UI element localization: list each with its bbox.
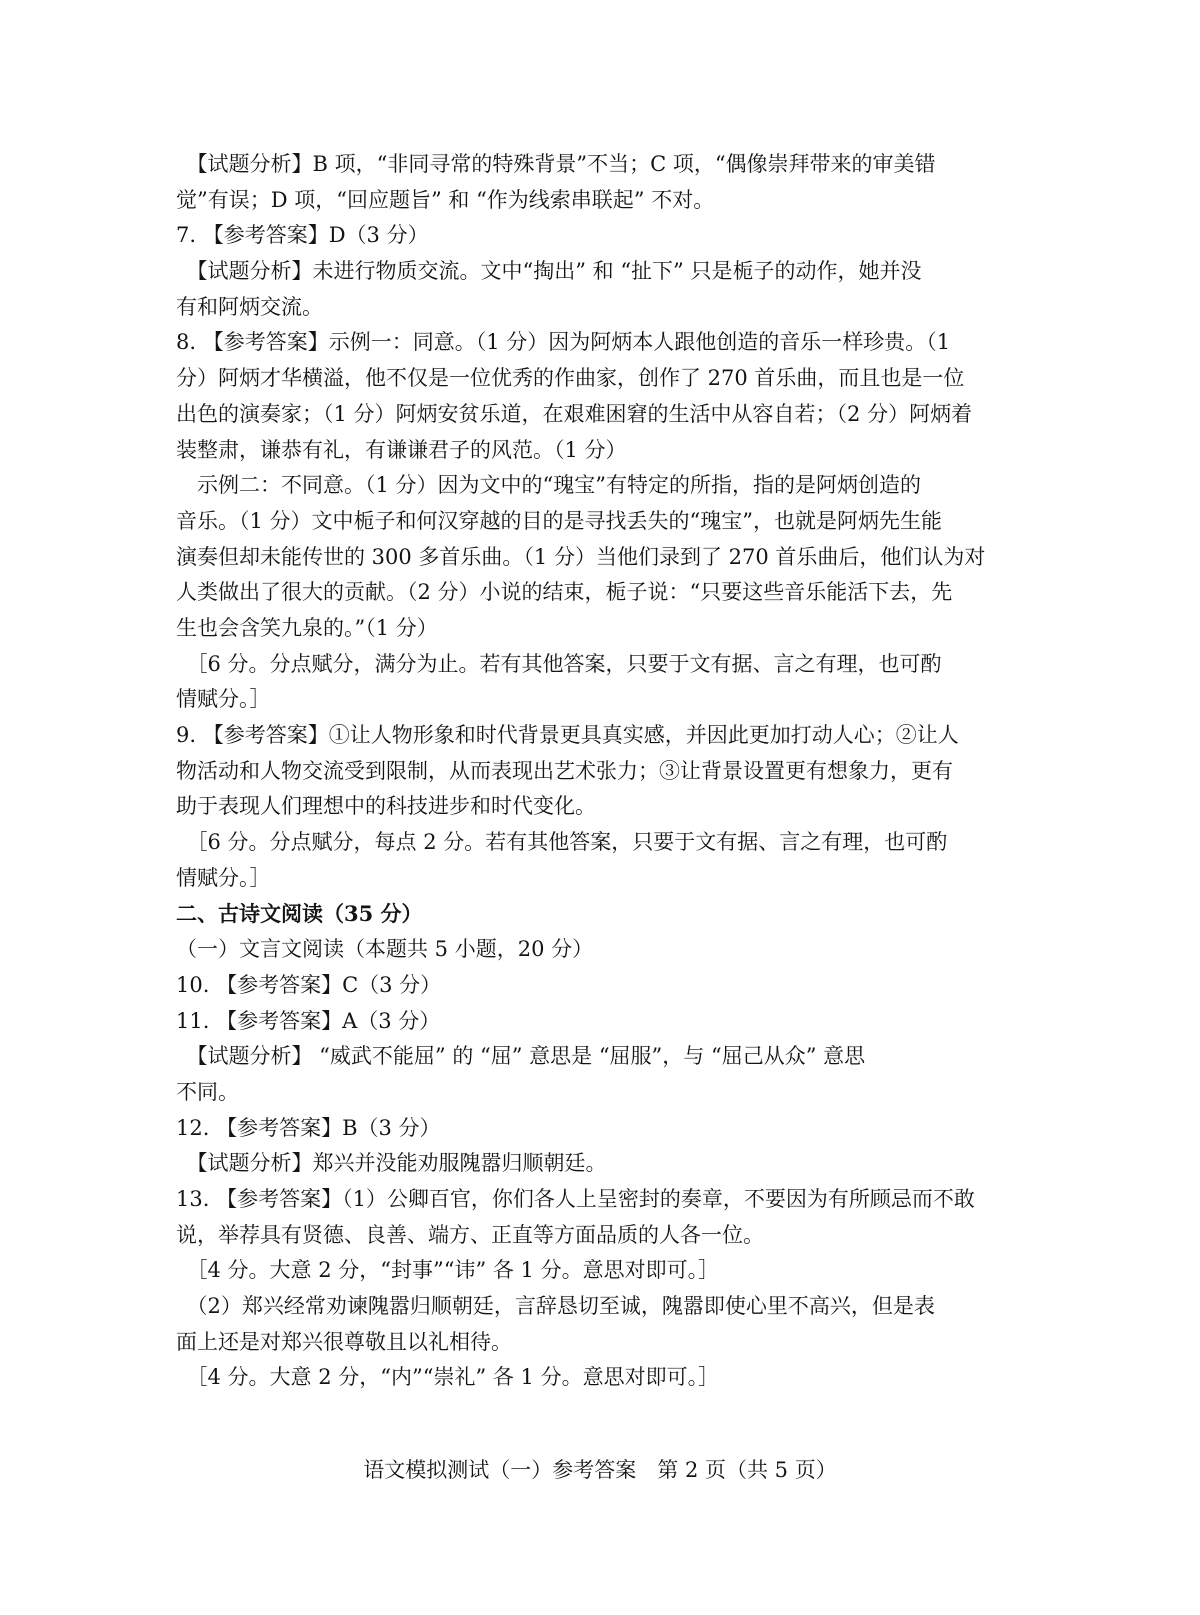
text-line: 说，举荐具有贤德、良善、端方、正直等方面品质的人各一位。 [176,1222,764,1247]
text-line: 【试题分析】未进行物质交流。文中“掏出” 和 “扯下” 只是栀子的动作，她并没 [176,259,922,284]
text-line: ［4 分。大意 2 分，“内”“崇礼” 各 1 分。意思对即可。］ [176,1365,720,1390]
text-line: 【试题分析】郑兴并没能劝服隗嚣归顺朝廷。 [176,1151,607,1176]
text-line: 示例二：不同意。（1 分）因为文中的“瑰宝”有特定的所指，指的是阿炳创造的 [176,473,922,498]
text-line: ［4 分。大意 2 分，“封事”“讳” 各 1 分。意思对即可。］ [176,1258,720,1283]
text-line: 【试题分析】 “威武不能屈” 的 “屈” 意思是 “屈服”，与 “屈己从众” 意思 [176,1044,866,1069]
text-line: 分）阿炳才华横溢，他不仅是一位优秀的作曲家，创作了 270 首乐曲，而且也是一位 [176,366,965,391]
text-line: ［6 分。分点赋分，满分为止。若有其他答案，只要于文有据、言之有理，也可酌 [176,651,942,676]
text-line: 音乐。（1 分）文中栀子和何汉穿越的目的是寻找丢失的“瑰宝”，也就是阿炳先生能 [176,508,943,533]
text-line: 9. 【参考答案】①让人物形象和时代背景更具真实感，并因此更加打动人心；②让人 [176,723,959,747]
text-line: 助于表现人们理想中的科技进步和时代变化。 [176,794,596,819]
text-line: 12. 【参考答案】B（3 分） [176,1115,441,1140]
page-footer: 语文模拟测试（一）参考答案 第 2 页（共 5 页） [363,1458,837,1482]
text-line: 情赋分。］ [176,865,271,890]
text-line: （2）郑兴经常劝谏隗嚣归顺朝廷，言辞恳切至诚，隗嚣即使心里不高兴，但是表 [176,1294,935,1318]
text-line: ［6 分。分点赋分，每点 2 分。若有其他答案，只要于文有据、言之有理，也可酌 [176,830,948,855]
text-line: 10. 【参考答案】C（3 分） [176,972,442,997]
text-line: 13. 【参考答案】（1）公卿百官，你们各人上呈密封的奏章，不要因为有所顾忌而不敢 [176,1186,975,1211]
text-line: 装整肃，谦恭有礼，有谦谦君子的风范。（1 分） [176,437,627,462]
text-line: 物活动和人物交流受到限制，从而表现出艺术张力；③让背景设置更有想象力，更有 [176,758,953,783]
text-line: 人类做出了很大的贡献。（2 分）小说的结束，栀子说：“只要这些音乐能活下去，先 [176,580,953,605]
section-heading: 二、古诗文阅读（35 分） [176,901,423,927]
text-line: 出色的演奏家；（1 分）阿炳安贫乐道，在艰难困窘的生活中从容自若；（2 分）阿炳着 [176,401,973,426]
text-line: 情赋分。］ [176,687,271,712]
text-line: 有和阿炳交流。 [176,294,323,319]
answer-key-body [176,147,1028,1396]
text-line: 8. 【参考答案】示例一：同意。（1 分）因为阿炳本人跟他创造的音乐一样珍贵。（1 [176,330,951,355]
text-line: 生也会含笑九泉的。”（1 分） [176,615,438,640]
text-line: 觉”有误；D 项，“回应题旨” 和 “作为线索串联起” 不对。 [176,187,715,212]
text-line: 面上还是对郑兴很尊敬且以礼相待。 [176,1329,512,1354]
text-line: 不同。 [176,1079,239,1104]
text-line: 11. 【参考答案】A（3 分） [176,1008,441,1033]
text-line: 【试题分析】B 项，“非同寻常的特殊背景”不当；C 项，“偶像崇拜带来的审美错 [176,152,936,176]
text-line: 7. 【参考答案】D（3 分） [176,223,429,248]
text-line: 演奏但却未能传世的 300 多首乐曲。（1 分）当他们录到了 270 首乐曲后，他们认为对 [176,544,986,569]
text-line: （一）文言文阅读（本题共 5 小题，20 分） [176,937,594,962]
